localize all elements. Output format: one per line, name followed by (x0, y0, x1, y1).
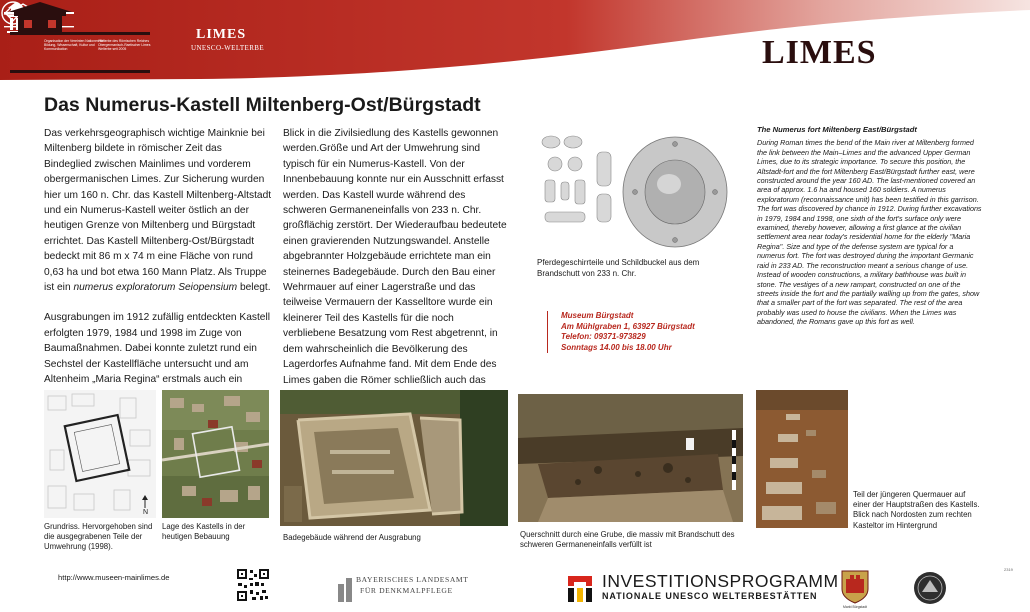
bath-excavation-photo (280, 390, 508, 526)
aerial-caption: Lage des Kastells in der heutigen Bebauung (162, 522, 246, 542)
bavarian-office-name-line-1: BAYERISCHES LANDESAMT (356, 575, 469, 584)
website-link[interactable]: http://www.museen-mainlimes.de (58, 573, 170, 582)
limes-small-subtitle: UNESCO-WELTERBE (191, 44, 265, 52)
bath-caption: Badegebäude während der Ausgrabung (283, 533, 421, 542)
english-summary (757, 125, 982, 327)
plan-caption: Grundriss. Hervorgehoben sind die ausgegrabenen Teile der Umwehrung (1998). (44, 522, 153, 552)
cross-wall-photo (756, 390, 848, 528)
limes-large-wordmark: LIMES (762, 34, 877, 71)
paragraph-2: Ausgrabungen im 1912 zufällig entdeckten Kastell erfolgten 1979, 1984 und 1998 im Zuge von Baumaßnahmen. Dabei konnte zuletzt rund ein Sechstel der Kastellfläche untersucht und am Altenheim „Maria Regina“ erstmals auch ein (44, 312, 270, 386)
wall-caption: Teil der jüngeren Quermauer auf einer der Hauptstraßen des Kastells. Blick nach Nordosten zum rechten Kasteltor im Hintergrund (853, 490, 980, 530)
german-text-column-2 (283, 126, 508, 418)
qr-code-icon[interactable] (236, 568, 270, 602)
heritage-text: Welterbe des Römischen Reiches Obergermanisch-Raetischer Limes Welterbe seit 2005 (98, 39, 151, 51)
museum-address: Am Mühlgraben 1, 63927 Bürgstadt (561, 321, 695, 331)
limes-small-wordmark: LIMES (196, 27, 247, 42)
museum-phone: Telefon: 09371-973829 (561, 332, 646, 342)
seal-icon (912, 570, 948, 606)
pit-caption: Querschnitt durch eine Grube, die massiv mit Brandschutt des schweren Germaneneinfalls verfüllt ist (520, 530, 735, 550)
investment-program-icon (566, 574, 594, 604)
header-band (0, 0, 1030, 80)
sign-code: 2319 (1004, 567, 1013, 572)
paragraph-1-end: belegt. (239, 282, 271, 294)
investment-program-subtitle: NATIONALE UNESCO WELTERBESTÄTTEN (602, 591, 818, 601)
aerial-photo (162, 390, 269, 518)
unesco-text: Organisation der Vereinten Nationen für Bildung, Wissenschaft, Kultur und Kommunikation (44, 39, 104, 51)
artifact-drawing (535, 130, 735, 255)
museum-info (547, 311, 747, 353)
museum-hours: Sonntags 14.00 bis 18.00 Uhr (561, 342, 672, 352)
paragraph-3: Blick in die Zivilsiedlung des Kastells gewonnen werden.Größe und Art der Umwehrung sind typisch für ein Numerus-Kastell. Von der Innenbebauung konnte nur ein Ausschnitt erfasst werden. Das Kastell wurde während des schweren Germaneneinfalls von 233 n. Chr. großflächig zerstört. Der Wiederaufbau bedeutete einen gravierenden Nutzungswandel. Anstelle abgebrannter Holzgebäude errichtete man ein steinernes Badegebäude. Durch den Bau einer Wehrmauer auf einer Lagerstraße und das teilweise Vermauern der Kasselltore wurde ein kleinerer Teil des Kastells für die noch verbliebene Besatzung vom Rest abgetrennt, in dem wahrscheinlich die Bevölkerung des Lagerdorfes Aufnahme fand. Mit dem Ende des Limes gaben die Römer schließlich auch das (283, 128, 507, 386)
german-text-column-1 (44, 126, 272, 403)
museum-name: Museum Bürgstadt (561, 311, 634, 320)
north-label: N (143, 509, 149, 516)
page-title: Das Numerus-Kastell Miltenberg-Ost/Bürgstadt (44, 94, 481, 116)
pit-cross-section-photo (518, 394, 743, 522)
english-title: The Numerus fort Miltenberg East/Bürgstadt (757, 125, 917, 134)
paragraph-1-text: Das verkehrsgeographisch wichtige Mainknie bei Miltenberg bildete in römischer Zeit das Bindeglied zwischen Mainlimes und vorderem obergermanischen Limes. Zur Sicherung wurden hier um 160 n. Chr. das Kastell Miltenberg-Altstadt und ein Numerus-Kastell weiter östlich an der heutigen Grenze von Miltenberg und Bürgstadt errichtet. Das Kastell Miltenberg-Ost/Bürgstadt bedeckt mit 86 m x 74 m eine Fläche von rund 0,63 ha und bot etwa 160 Mann Platz. Als Truppe ist ein (44, 128, 272, 294)
buergstadt-crest-icon (838, 569, 872, 609)
crest-label: Markt Bürgstadt (843, 605, 867, 609)
bavarian-office-name-line-2: FÜR DENKMALPFLEGE (360, 586, 453, 595)
unit-name: numerus exploratorum Seiopensium (73, 282, 238, 294)
paragraph-1 (44, 126, 272, 295)
limes-tower-large-icon (0, 0, 150, 76)
artifact-caption: Pferdegeschirrteile und Schildbuckel aus dem Brandschutt von 233 n. Chr. (537, 258, 700, 278)
english-body: During Roman times the bend of the Main river at Miltenberg formed the link between the Main–Limes and the advanced Upper German Limes, due to its strategic importance. To secure this position, the Altstadt-fort and the fort Miltenberg East/Bürgstadt further east, were constructed around the year 160 AD. The last-mentioned covered an area of approx. 1.6 ha and housed 160 soldiers. A numerus exploratorum (reconnaissance unit) has been testified in this garrison. The fort was discovered by chance in 1912. During further excavations in 1979, 1984 and 1998, one sixth of the fort's surface only were examined, thereby however, allowing a first glance at the civilian settlement area near today's residential home for the elderly "Maria Regina". Size and type of the defense system are typical for a numerus fort. The fort was destroyed during the important Germanic raid in 233 AD. The reconstruction meant a serious change of use. Instead of wooden constructions, a military bathhouse was built in stone. The vestiges of a new rampart, constructed on one of the streets inside the fort and the partially walling up from the gates, show that a smaller part of the fort was separated. The rest of the area probably was used to house the civilians. When the Limes was abandoned, the Romans gave up this fort as well. (757, 138, 982, 327)
investment-program-title: INVESTITIONSPROGRAMM (602, 571, 839, 591)
